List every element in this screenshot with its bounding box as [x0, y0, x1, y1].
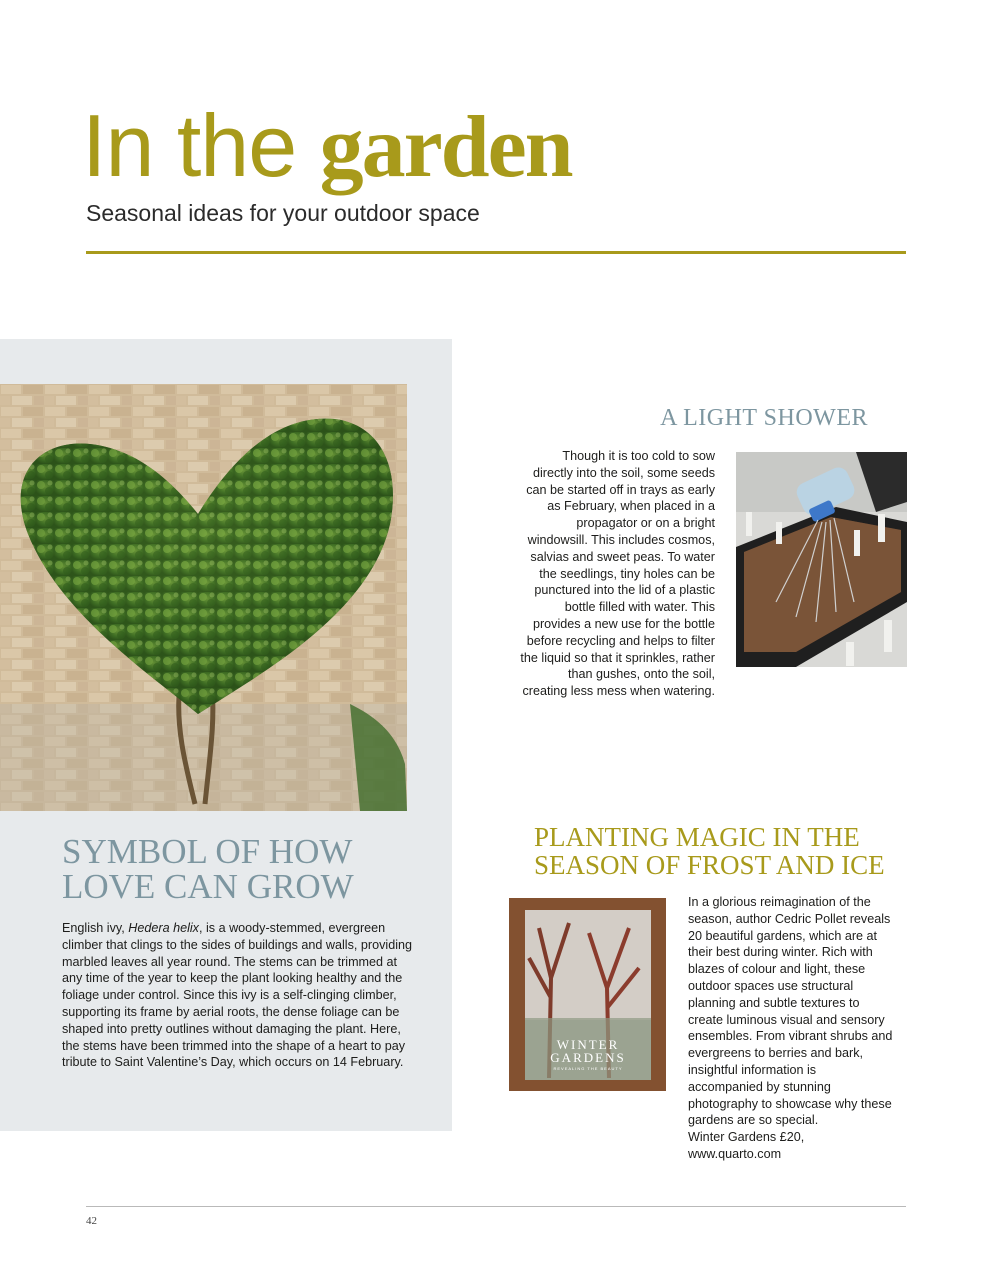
book-cover-title-line1: WINTER [556, 1037, 620, 1052]
book-heading-line2: SEASON OF FROST AND ICE [534, 850, 885, 880]
page-title-light: In the [82, 96, 320, 195]
page-title-bold: garden [319, 99, 572, 196]
winter-gardens-book-cover [509, 898, 666, 1091]
footer-divider [86, 1206, 906, 1207]
ivy-heading-line2: LOVE CAN GROW [62, 867, 354, 906]
page-title [82, 96, 572, 198]
shower-feature-body: Though it is too cold to sow directly into the soil, some seeds can be started off in trays as early as February, when placed in a propagator or on a bright windowsill. This includes cosmos, salvias and sweet peas. To water the seedlings, tiny holes can be punctured into the lid of a plastic bottle filled with water. This provides a new use for the bottle before recycling and helps to filter the liquid so that it sprinkles, rather than gushes, onto the soil, creating less mess when watering. [520, 449, 715, 699]
ivy-body-post: , is a woody-stemmed, evergreen climber that clings to the sides of buildings and walls, providing marbled leaves all year round. The stems can be trimmed at any time of the year to keep the plant looking healthy and the foliage under control. Since this ivy is a self-clinging climber, supporting its frame by aerial roots, the dense foliage can be shaped into pretty outlines without damaging the plant. Here, the stems have been trimmed into the shape of a heart to pay tribute to Saint Valentine’s Day, which occurs on 14 February. [62, 921, 413, 1070]
page-number: 42 [86, 1215, 97, 1227]
ivy-heading-line1: SYMBOL OF HOW [62, 832, 353, 871]
ivy-body-pre: English ivy, [62, 921, 129, 935]
book-feature-body [688, 894, 893, 1163]
page-subtitle: Seasonal ideas for your outdoor space [86, 200, 480, 226]
book-credit-price: Winter Gardens £20, [688, 1130, 805, 1145]
book-heading-line1: PLANTING MAGIC IN THE [534, 822, 860, 852]
ivy-body-latin-name: Hedera helix [128, 921, 199, 935]
book-body-text: In a glorious reimagination of the season, author Cedric Pollet reveals 20 beautiful gardens, which are at their best during winter. Rich with blazes of colour and light, these outdoor spaces use structural planning and subtle textures to create luminous visual and sensory ensembles. From vibrant shrubs and evergreens to berries and bark, insightful information is accompanied by stunning photography to showcase why these gardens are so special. [688, 895, 893, 1128]
book-credit [688, 1129, 893, 1163]
ivy-feature-body [62, 920, 412, 1071]
book-cover-title-line2: GARDENS [550, 1050, 626, 1065]
book-credit-url: www.quarto.com [688, 1146, 782, 1161]
book-cover-subtitle: REVEALING THE BEAUTY [553, 1066, 623, 1071]
header-divider [86, 251, 906, 254]
book-feature-heading [534, 823, 914, 879]
ivy-feature-heading [62, 834, 442, 904]
ivy-heart-photo [0, 384, 407, 811]
shower-feature-heading: A LIGHT SHOWER [660, 405, 868, 431]
seedling-watering-photo [736, 452, 907, 667]
